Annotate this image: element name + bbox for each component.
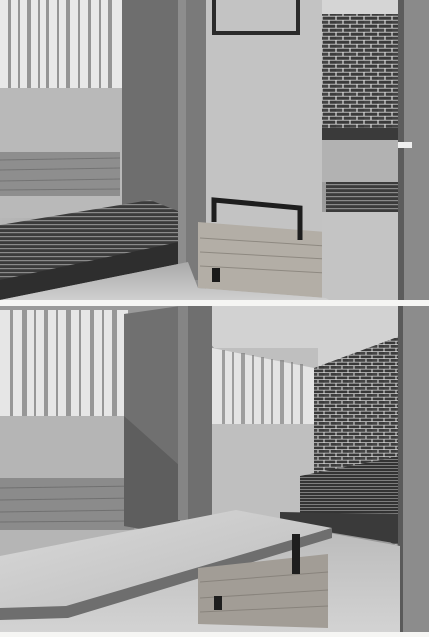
shelf — [322, 128, 400, 140]
page-margin — [0, 632, 429, 637]
curtain-left — [0, 310, 128, 418]
top-photograph — [0, 0, 429, 300]
wood-console — [198, 222, 326, 298]
brick-wall — [322, 0, 400, 130]
bottom-photograph — [0, 306, 429, 632]
curtain — [0, 0, 122, 88]
